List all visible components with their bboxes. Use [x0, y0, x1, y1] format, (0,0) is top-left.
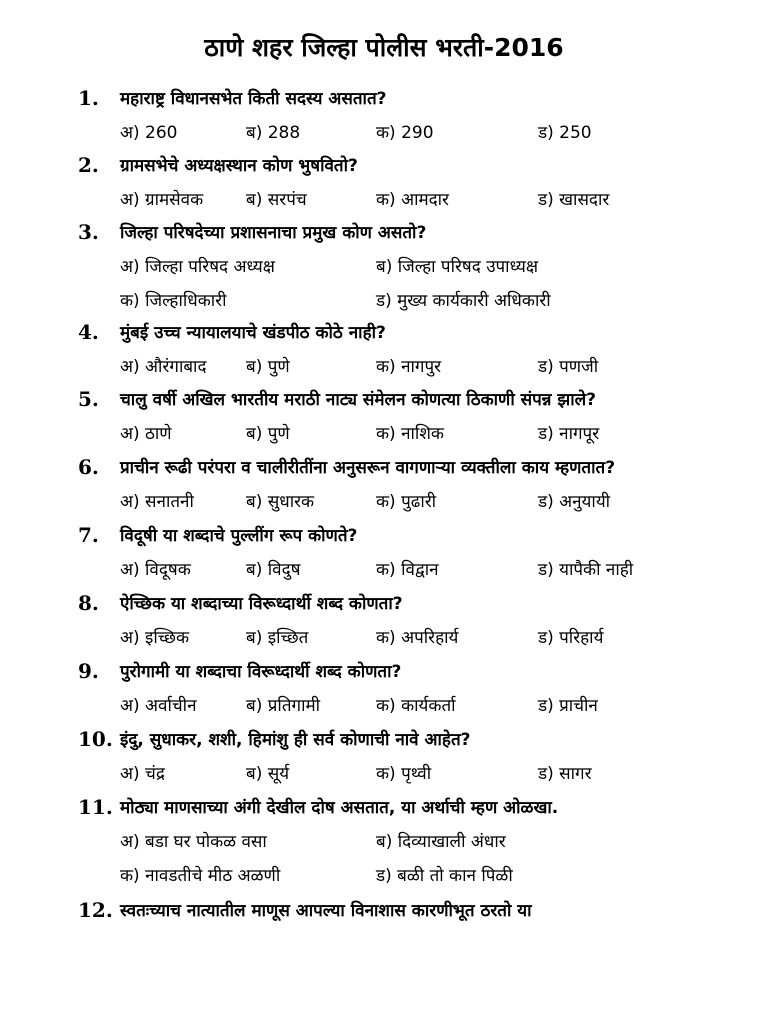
option-d: ड) सागर	[538, 764, 592, 784]
question-text: महाराष्ट्र विधानसभेत किती सदस्य असतात?	[120, 89, 387, 109]
option-c: क) कार्यकर्ता	[376, 696, 456, 716]
option-a: अ) ग्रामसेवक	[120, 190, 204, 210]
option-a: अ) औरंगाबाद	[120, 357, 207, 377]
question-number: 11.	[78, 795, 113, 819]
option-d: ड) खासदार	[538, 190, 610, 210]
option-b: ब) सरपंच	[246, 190, 307, 210]
question-text: जिल्हा परिषदेच्या प्रशासनाचा प्रमुख कोण असतो?	[120, 223, 427, 243]
option-b: ब) दिव्याखाली अंधार	[376, 832, 506, 852]
option-c: क) नाशिक	[376, 424, 444, 444]
question-text: चालु वर्षी अखिल भारतीय मराठी नाट्य संमेलन कोणत्या ठिकाणी संपन्न झाले?	[120, 390, 597, 410]
question-text: ऐच्छिक या शब्दाच्या विरूध्दार्थी शब्द कोणता?	[120, 594, 403, 614]
option-b: ब) इच्छित	[246, 628, 309, 648]
question-number: 9.	[78, 659, 99, 683]
option-d: ड) पणजी	[538, 357, 599, 377]
option-d: ड) यापैकी नाही	[538, 560, 634, 580]
option-a: अ) इच्छिक	[120, 628, 190, 648]
question-text: पुरोगामी या शब्दाचा विरूध्दार्थी शब्द कोणता?	[120, 662, 402, 682]
option-a: अ) विदूषक	[120, 560, 191, 580]
option-a: अ) बडा घर पोकळ वसा	[120, 832, 267, 852]
option-b: ब) सूर्य	[246, 764, 290, 784]
question-number: 2.	[78, 153, 99, 177]
option-c: क) नागपुर	[376, 357, 442, 377]
option-c: क) अपरिहार्य	[376, 628, 459, 648]
question-number: 4.	[78, 320, 99, 344]
option-d: ड) मुख्य कार्यकारी अधिकारी	[376, 291, 551, 311]
option-d: ड) परिहार्य	[538, 628, 604, 648]
question-number: 1.	[78, 86, 99, 110]
option-a: अ) ठाणे	[120, 424, 172, 444]
option-d: ड) 250	[538, 123, 592, 143]
question-number: 10.	[78, 727, 113, 751]
option-b: ब) जिल्हा परिषद उपाध्यक्ष	[376, 257, 539, 277]
question-text: स्वतःच्याच नात्यातील माणूस आपल्या विनाशास कारणीभूत ठरतो या	[120, 901, 532, 921]
option-a: अ) अर्वाचीन	[120, 696, 197, 716]
question-text: मुंबई उच्च न्यायालयाचे खंडपीठ कोठे नाही?	[120, 323, 386, 343]
page-title: ठाणे शहर जिल्हा पोलीस भरती-2016	[204, 33, 564, 62]
option-c: क) विद्वान	[376, 560, 439, 580]
question-text: ग्रामसभेचे अध्यक्षस्थान कोण भुषवितो?	[120, 156, 358, 176]
option-d: ड) बळी तो कान पिळी	[376, 866, 513, 886]
option-c: क) पृथ्वी	[376, 764, 432, 784]
option-b: ब) विदुष	[246, 560, 301, 580]
question-number: 3.	[78, 220, 99, 244]
question-number: 12.	[78, 898, 113, 922]
option-a: अ) चंद्र	[120, 764, 165, 784]
question-number: 7.	[78, 523, 99, 547]
option-c: क) पुढारी	[376, 492, 437, 512]
option-a: अ) 260	[120, 123, 178, 143]
option-c: क) आमदार	[376, 190, 450, 210]
option-d: ड) अनुयायी	[538, 492, 611, 512]
option-c: क) नावडतीचे मीठ अळणी	[120, 866, 281, 886]
option-d: ड) नागपूर	[538, 424, 600, 444]
option-b: ब) सुधारक	[246, 492, 315, 512]
question-text: मोठ्या माणसाच्या अंगी देखील दोष असतात, या अर्थाची म्हण ओळखा.	[120, 798, 559, 818]
option-c: क) 290	[376, 123, 434, 143]
option-b: ब) प्रतिगामी	[246, 696, 321, 716]
question-number: 8.	[78, 591, 99, 615]
option-b: ब) पुणे	[246, 357, 290, 377]
question-number: 5.	[78, 387, 99, 411]
question-number: 6.	[78, 455, 99, 479]
option-d: ड) प्राचीन	[538, 696, 598, 716]
option-b: ब) पुणे	[246, 424, 290, 444]
option-b: ब) 288	[246, 123, 301, 143]
question-text: प्राचीन रूढी परंपरा व चालीरीतींना अनुसरून वागणाऱ्या व्यक्तीला काय म्हणतात?	[120, 458, 616, 478]
option-a: अ) जिल्हा परिषद अध्यक्ष	[120, 257, 275, 277]
option-a: अ) सनातनी	[120, 492, 194, 512]
question-text: विदूषी या शब्दाचे पुल्लींग रूप कोणते?	[120, 526, 358, 546]
question-text: इंदु, सुधाकर, शशी, हिमांशु ही सर्व कोणाची नावे आहेत?	[120, 730, 471, 750]
option-c: क) जिल्हाधिकारी	[120, 291, 227, 311]
